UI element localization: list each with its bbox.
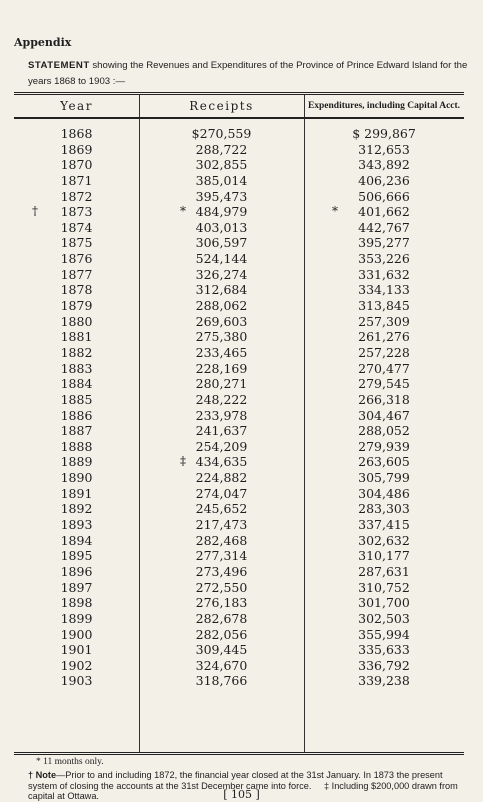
cell-expenditures: 337,415 <box>358 517 410 533</box>
table-row <box>14 548 464 564</box>
cell-expenditures: 339,238 <box>358 673 410 689</box>
table-row <box>14 251 464 267</box>
table-row <box>14 658 464 674</box>
cell-expenditures: 313,845 <box>358 298 410 314</box>
cell-year: 1898 <box>60 595 93 611</box>
statement-text: showing the Revenues and Expenditures of the Province of Prince Edward Island for the years 1868 to 1903 :— <box>28 60 468 87</box>
cell-year: 1869 <box>60 141 93 157</box>
cell-expenditures: 355,994 <box>358 626 410 642</box>
cell-expenditures: 395,277 <box>358 235 410 251</box>
appendix-heading: Appendix <box>14 36 72 49</box>
cell-expenditures: 288,052 <box>358 423 410 439</box>
receipts-footnote-mark: ‡ <box>180 454 186 469</box>
cell-year: 1883 <box>60 360 93 376</box>
table-row <box>14 595 464 611</box>
cell-year: 1888 <box>60 438 93 454</box>
cell-receipts: 241,637 <box>195 423 248 439</box>
cell-expenditures: 401,662 <box>358 204 410 220</box>
table-row <box>14 361 464 377</box>
receipts-footnote-mark: * <box>180 204 186 219</box>
cell-year: 1892 <box>60 501 93 517</box>
cell-expenditures: 287,631 <box>358 563 410 579</box>
cell-receipts: 272,550 <box>195 579 248 595</box>
cell-expenditures: 257,228 <box>358 344 410 360</box>
table-row <box>14 376 464 392</box>
cell-expenditures: $ 299,867 <box>352 126 416 141</box>
cell-year: 1900 <box>60 626 93 642</box>
table-row <box>14 580 464 596</box>
cell-year: 1868 <box>60 126 93 141</box>
cell-receipts: 288,062 <box>195 298 248 314</box>
statement-lead: STATEMENT <box>28 60 90 71</box>
cell-receipts: 233,978 <box>195 407 248 423</box>
cell-year: 1887 <box>60 423 93 439</box>
table-row <box>14 282 464 298</box>
cell-year: 1901 <box>60 642 93 658</box>
cell-year: 1882 <box>60 344 93 360</box>
cell-receipts: 326,274 <box>195 266 248 282</box>
table-bottom-rule <box>14 752 464 755</box>
cell-receipts: 245,652 <box>195 501 248 517</box>
cell-receipts: 280,271 <box>195 376 248 392</box>
cell-expenditures: 442,767 <box>358 219 410 235</box>
table-top-rule <box>14 92 464 95</box>
cell-receipts: 524,144 <box>195 251 248 267</box>
cell-receipts: 276,183 <box>195 595 248 611</box>
cell-receipts: 288,722 <box>195 141 248 157</box>
cell-receipts: 282,468 <box>195 532 248 548</box>
cell-year: 1897 <box>60 579 93 595</box>
cell-year: 1885 <box>60 391 93 407</box>
table-row <box>14 157 464 173</box>
cell-expenditures: 302,503 <box>358 610 410 626</box>
cell-receipts: 318,766 <box>195 673 248 689</box>
cell-receipts: 233,465 <box>195 344 248 360</box>
cell-receipts: 302,855 <box>195 157 248 173</box>
table-row <box>14 345 464 361</box>
cell-year: 1876 <box>60 251 93 267</box>
statement-intro <box>28 58 468 90</box>
table-row <box>14 627 464 643</box>
cell-year: 1902 <box>60 657 93 673</box>
cell-year: 1879 <box>60 298 93 314</box>
cell-receipts: 228,169 <box>195 360 248 376</box>
cell-expenditures: 261,276 <box>358 329 410 345</box>
table-row <box>14 204 464 220</box>
table-row <box>14 564 464 580</box>
cell-receipts: 248,222 <box>195 391 248 407</box>
table-row <box>14 642 464 658</box>
table-row <box>14 267 464 283</box>
table-row <box>14 439 464 455</box>
table-row <box>14 408 464 424</box>
cell-expenditures: 304,467 <box>358 407 410 423</box>
cell-expenditures: 334,133 <box>358 282 410 298</box>
cell-receipts: 273,496 <box>195 563 248 579</box>
table-row <box>14 454 464 470</box>
cell-receipts: 395,473 <box>195 188 248 204</box>
footnote-note-label: † Note <box>28 770 57 780</box>
page-number: [ 105 ] <box>223 788 260 801</box>
cell-receipts: 224,882 <box>195 470 248 486</box>
cell-expenditures: 283,303 <box>358 501 410 517</box>
cell-receipts: 306,597 <box>195 235 248 251</box>
cell-expenditures: 353,226 <box>358 251 410 267</box>
cell-year: 1881 <box>60 329 93 345</box>
cell-receipts: 275,380 <box>195 329 248 345</box>
table-row <box>14 173 464 189</box>
cell-expenditures: 302,632 <box>358 532 410 548</box>
cell-expenditures: 301,700 <box>358 595 410 611</box>
table-row <box>14 517 464 533</box>
cell-year: 1886 <box>60 407 93 423</box>
table-row <box>14 486 464 502</box>
cell-year: 1880 <box>60 313 93 329</box>
cell-year: 1870 <box>60 157 93 173</box>
footnote-capital: ‡ Including $200,000 drawn from capital at Ottawa. <box>28 780 458 801</box>
cell-expenditures: 506,666 <box>358 188 410 204</box>
cell-expenditures: 343,892 <box>358 157 410 173</box>
cell-expenditures: 257,309 <box>358 313 410 329</box>
cell-year: 1896 <box>60 563 93 579</box>
cell-receipts: 282,678 <box>195 610 248 626</box>
table-row <box>14 392 464 408</box>
cell-receipts: 282,056 <box>195 626 248 642</box>
cell-receipts: 309,445 <box>195 642 248 658</box>
cell-expenditures: 336,792 <box>358 657 410 673</box>
header-receipts: Receipts <box>189 99 254 113</box>
cell-year: 1899 <box>60 610 93 626</box>
cell-receipts: 403,013 <box>195 219 248 235</box>
table-row <box>14 314 464 330</box>
cell-expenditures: 406,236 <box>358 172 410 188</box>
cell-year: 1875 <box>60 235 93 251</box>
cell-receipts: $270,559 <box>191 126 252 141</box>
cell-year: 1903 <box>60 673 93 689</box>
table-row <box>14 470 464 486</box>
cell-receipts: 324,670 <box>195 657 248 673</box>
cell-expenditures: 312,653 <box>358 141 410 157</box>
cell-receipts: 254,209 <box>195 438 248 454</box>
cell-expenditures: 279,545 <box>358 376 410 392</box>
cell-expenditures: 335,633 <box>358 642 410 658</box>
cell-expenditures: 305,799 <box>358 470 410 486</box>
table-row <box>14 298 464 314</box>
header-expenditures: Expenditures, including Capital Acct. <box>307 101 461 111</box>
cell-expenditures: 266,318 <box>358 391 410 407</box>
cell-expenditures: 270,477 <box>358 360 410 376</box>
table-row <box>14 235 464 251</box>
table-row <box>14 220 464 236</box>
table-row <box>14 533 464 549</box>
cell-year: 1894 <box>60 532 93 548</box>
table-row <box>14 142 464 158</box>
header-year: Year <box>60 99 93 113</box>
cell-year: 1890 <box>60 470 93 486</box>
table-header-rule <box>14 117 464 119</box>
cell-expenditures: 304,486 <box>358 485 410 501</box>
table-row <box>14 423 464 439</box>
year-footnote-mark: † <box>32 204 38 219</box>
cell-year: 1877 <box>60 266 93 282</box>
cell-year: 1871 <box>60 172 93 188</box>
table-row <box>14 501 464 517</box>
cell-year: 1893 <box>60 517 93 533</box>
cell-receipts: 434,635 <box>195 454 248 470</box>
expenditures-footnote-mark: * <box>332 204 338 219</box>
cell-expenditures: 310,177 <box>358 548 410 564</box>
cell-receipts: 385,014 <box>195 172 248 188</box>
cell-receipts: 269,603 <box>195 313 248 329</box>
cell-year: 1874 <box>60 219 93 235</box>
cell-expenditures: 279,939 <box>358 438 410 454</box>
cell-receipts: 217,473 <box>195 517 248 533</box>
cell-receipts: 484,979 <box>195 204 248 220</box>
cell-year: 1872 <box>60 188 93 204</box>
footnote-months: * 11 months only. <box>36 757 104 767</box>
table-row <box>14 329 464 345</box>
cell-year: 1884 <box>60 376 93 392</box>
table-row <box>14 611 464 627</box>
cell-receipts: 277,314 <box>195 548 248 564</box>
footnote-note-text: —Prior to and including 1872, the financial year closed at the 31st January. In 1873 the present system of closing the accounts at the 31st December came into force. <box>28 770 443 791</box>
table-row <box>14 189 464 205</box>
cell-year: 1878 <box>60 282 93 298</box>
table-row <box>14 673 464 689</box>
cell-year: 1873 <box>60 204 93 220</box>
table-row <box>14 126 464 142</box>
cell-receipts: 312,684 <box>195 282 248 298</box>
table-body <box>14 126 464 689</box>
cell-year: 1895 <box>60 548 93 564</box>
cell-year: 1889 <box>60 454 93 470</box>
cell-expenditures: 331,632 <box>358 266 410 282</box>
cell-receipts: 274,047 <box>195 485 248 501</box>
cell-year: 1891 <box>60 485 93 501</box>
cell-expenditures: 310,752 <box>358 579 410 595</box>
cell-expenditures: 263,605 <box>358 454 410 470</box>
